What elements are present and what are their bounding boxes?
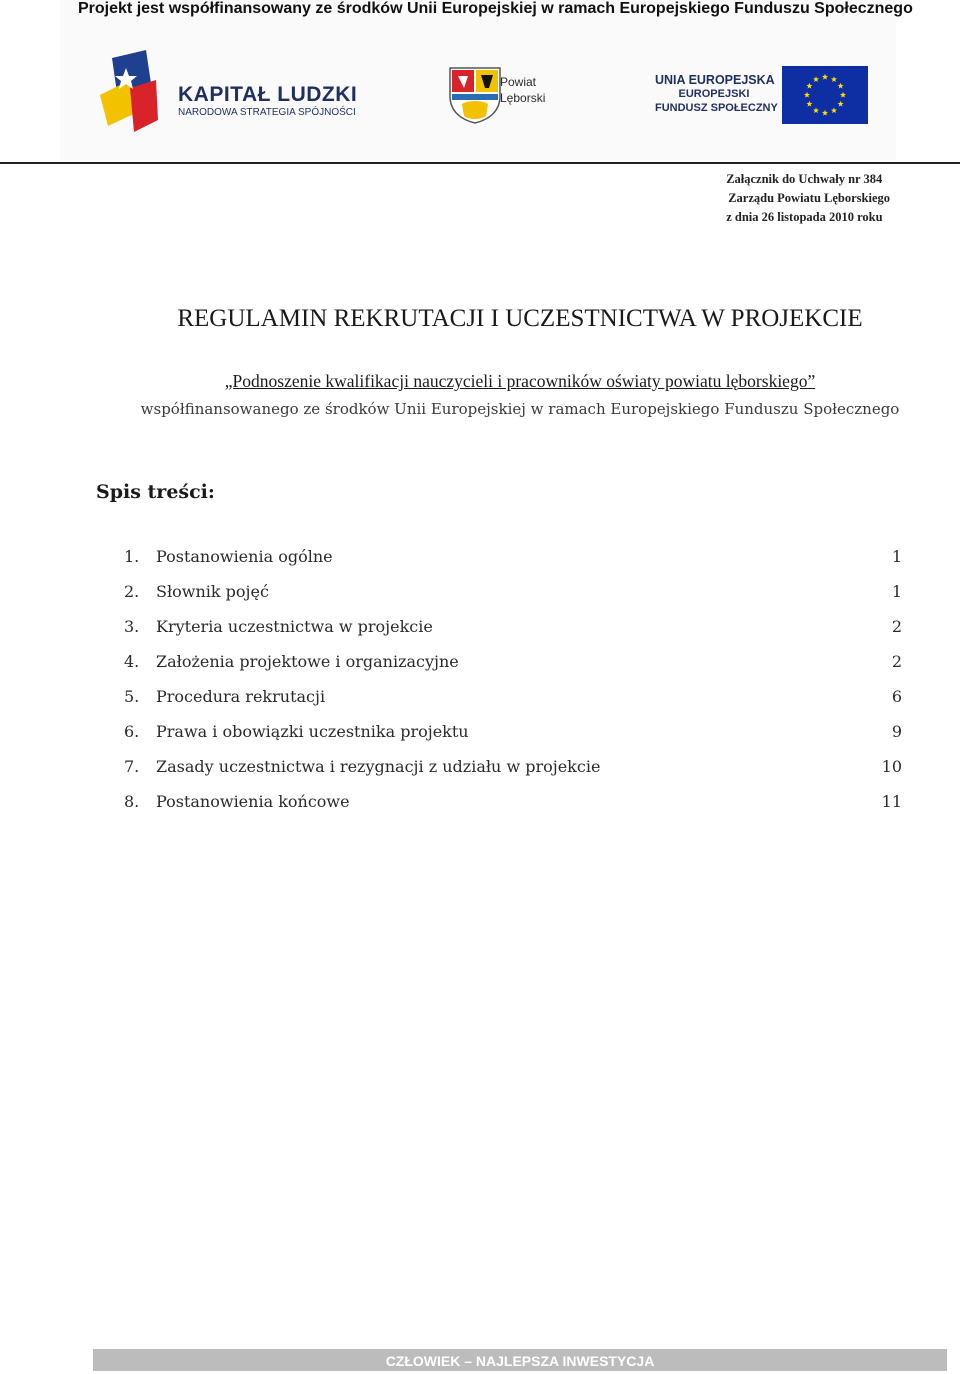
powiat-name	[500, 74, 545, 106]
toc-item-number: 3.	[124, 617, 140, 636]
header-divider	[0, 162, 960, 164]
attachment-line-3: z dnia 26 listopada 2010 roku	[726, 210, 883, 224]
toc-item-page: 11	[881, 792, 902, 811]
toc-item-page: 10	[881, 757, 902, 776]
toc-item-page: 1	[891, 582, 902, 601]
toc-item-label: Procedura rekrutacji	[156, 687, 326, 706]
toc-item-label: Postanowienia ogólne	[156, 547, 333, 566]
toc-item-number: 8.	[124, 792, 140, 811]
toc-item-number: 4.	[124, 652, 140, 671]
toc-item-label: Kryteria uczestnictwa w projekcie	[156, 617, 433, 636]
eu-fund-name	[655, 73, 778, 115]
toc-item-number: 2.	[124, 582, 140, 601]
toc-item-number: 6.	[124, 722, 140, 741]
toc-item[interactable]	[124, 679, 904, 714]
toc-heading: Spis treści:	[96, 481, 215, 503]
toc-item[interactable]	[124, 609, 904, 644]
toc-item-page: 6	[891, 687, 902, 706]
funding-statement: Projekt jest współfinansowany ze środków Unii Europejskiej w ramach Europejskiego Funduszu Społecznego	[78, 0, 913, 17]
toc-item-number: 1.	[124, 547, 140, 566]
toc-item-label: Założenia projektowe i organizacyjne	[156, 652, 459, 671]
toc-item-page: 2	[891, 617, 902, 636]
eu-name-line2: EUROPEJSKI	[678, 88, 750, 100]
eu-name-line1: UNIA EUROPEJSKA	[655, 73, 775, 87]
eu-flag-icon	[782, 66, 868, 124]
toc-item-page: 9	[891, 722, 902, 741]
footer-banner	[93, 1349, 947, 1371]
attachment-line-2: Zarządu Powiatu Lęborskiego	[728, 191, 890, 205]
document-title: REGULAMIN REKRUTACJI I UCZESTNICTWA W PROJEKCIE	[177, 305, 863, 332]
toc-item[interactable]	[124, 644, 904, 679]
toc-item-label: Prawa i obowiązki uczestnika projektu	[156, 722, 469, 741]
toc-item[interactable]	[124, 539, 904, 574]
toc-item-label: Zasady uczestnictwa i rezygnacji z udziału w projekcie	[156, 757, 601, 776]
table-of-contents	[124, 539, 904, 819]
resolution-attachment-note	[726, 170, 890, 227]
toc-item[interactable]	[124, 714, 904, 749]
toc-item[interactable]	[124, 574, 904, 609]
project-name	[0, 371, 960, 392]
toc-item-label: Postanowienia końcowe	[156, 792, 350, 811]
toc-item-label: Słownik pojęć	[156, 582, 269, 601]
powiat-coat-of-arms-icon	[448, 66, 502, 124]
powiat-name-line2: Lęborski	[500, 91, 546, 105]
toc-item-page: 2	[891, 652, 902, 671]
kapital-ludzki-name: KAPITAŁ LUDZKI	[178, 83, 358, 106]
toc-item-page: 1	[891, 547, 902, 566]
toc-item[interactable]	[124, 784, 904, 819]
powiat-name-line1: Powiat	[500, 75, 537, 89]
toc-item[interactable]	[124, 749, 904, 784]
cofinancing-statement: współfinansowanego ze środków Unii Europejskiej w ramach Europejskiego Funduszu Społecznego	[140, 400, 900, 418]
footer-slogan: CZŁOWIEK – NAJLEPSZA INWESTYCJA	[385, 1353, 655, 1369]
project-name-text: „Podnoszenie kwalifikacji nauczycieli i pracowników oświaty powiatu lęborskiego”	[224, 371, 816, 391]
attachment-line-1: Załącznik do Uchwały nr 384	[726, 172, 883, 186]
toc-item-number: 5.	[124, 687, 140, 706]
kapital-ludzki-subtitle: NARODOWA STRATEGIA SPÓJNOŚCI	[178, 107, 356, 118]
eu-name-line3: FUNDUSZ SPOŁECZNY	[655, 102, 778, 114]
toc-item-number: 7.	[124, 757, 140, 776]
